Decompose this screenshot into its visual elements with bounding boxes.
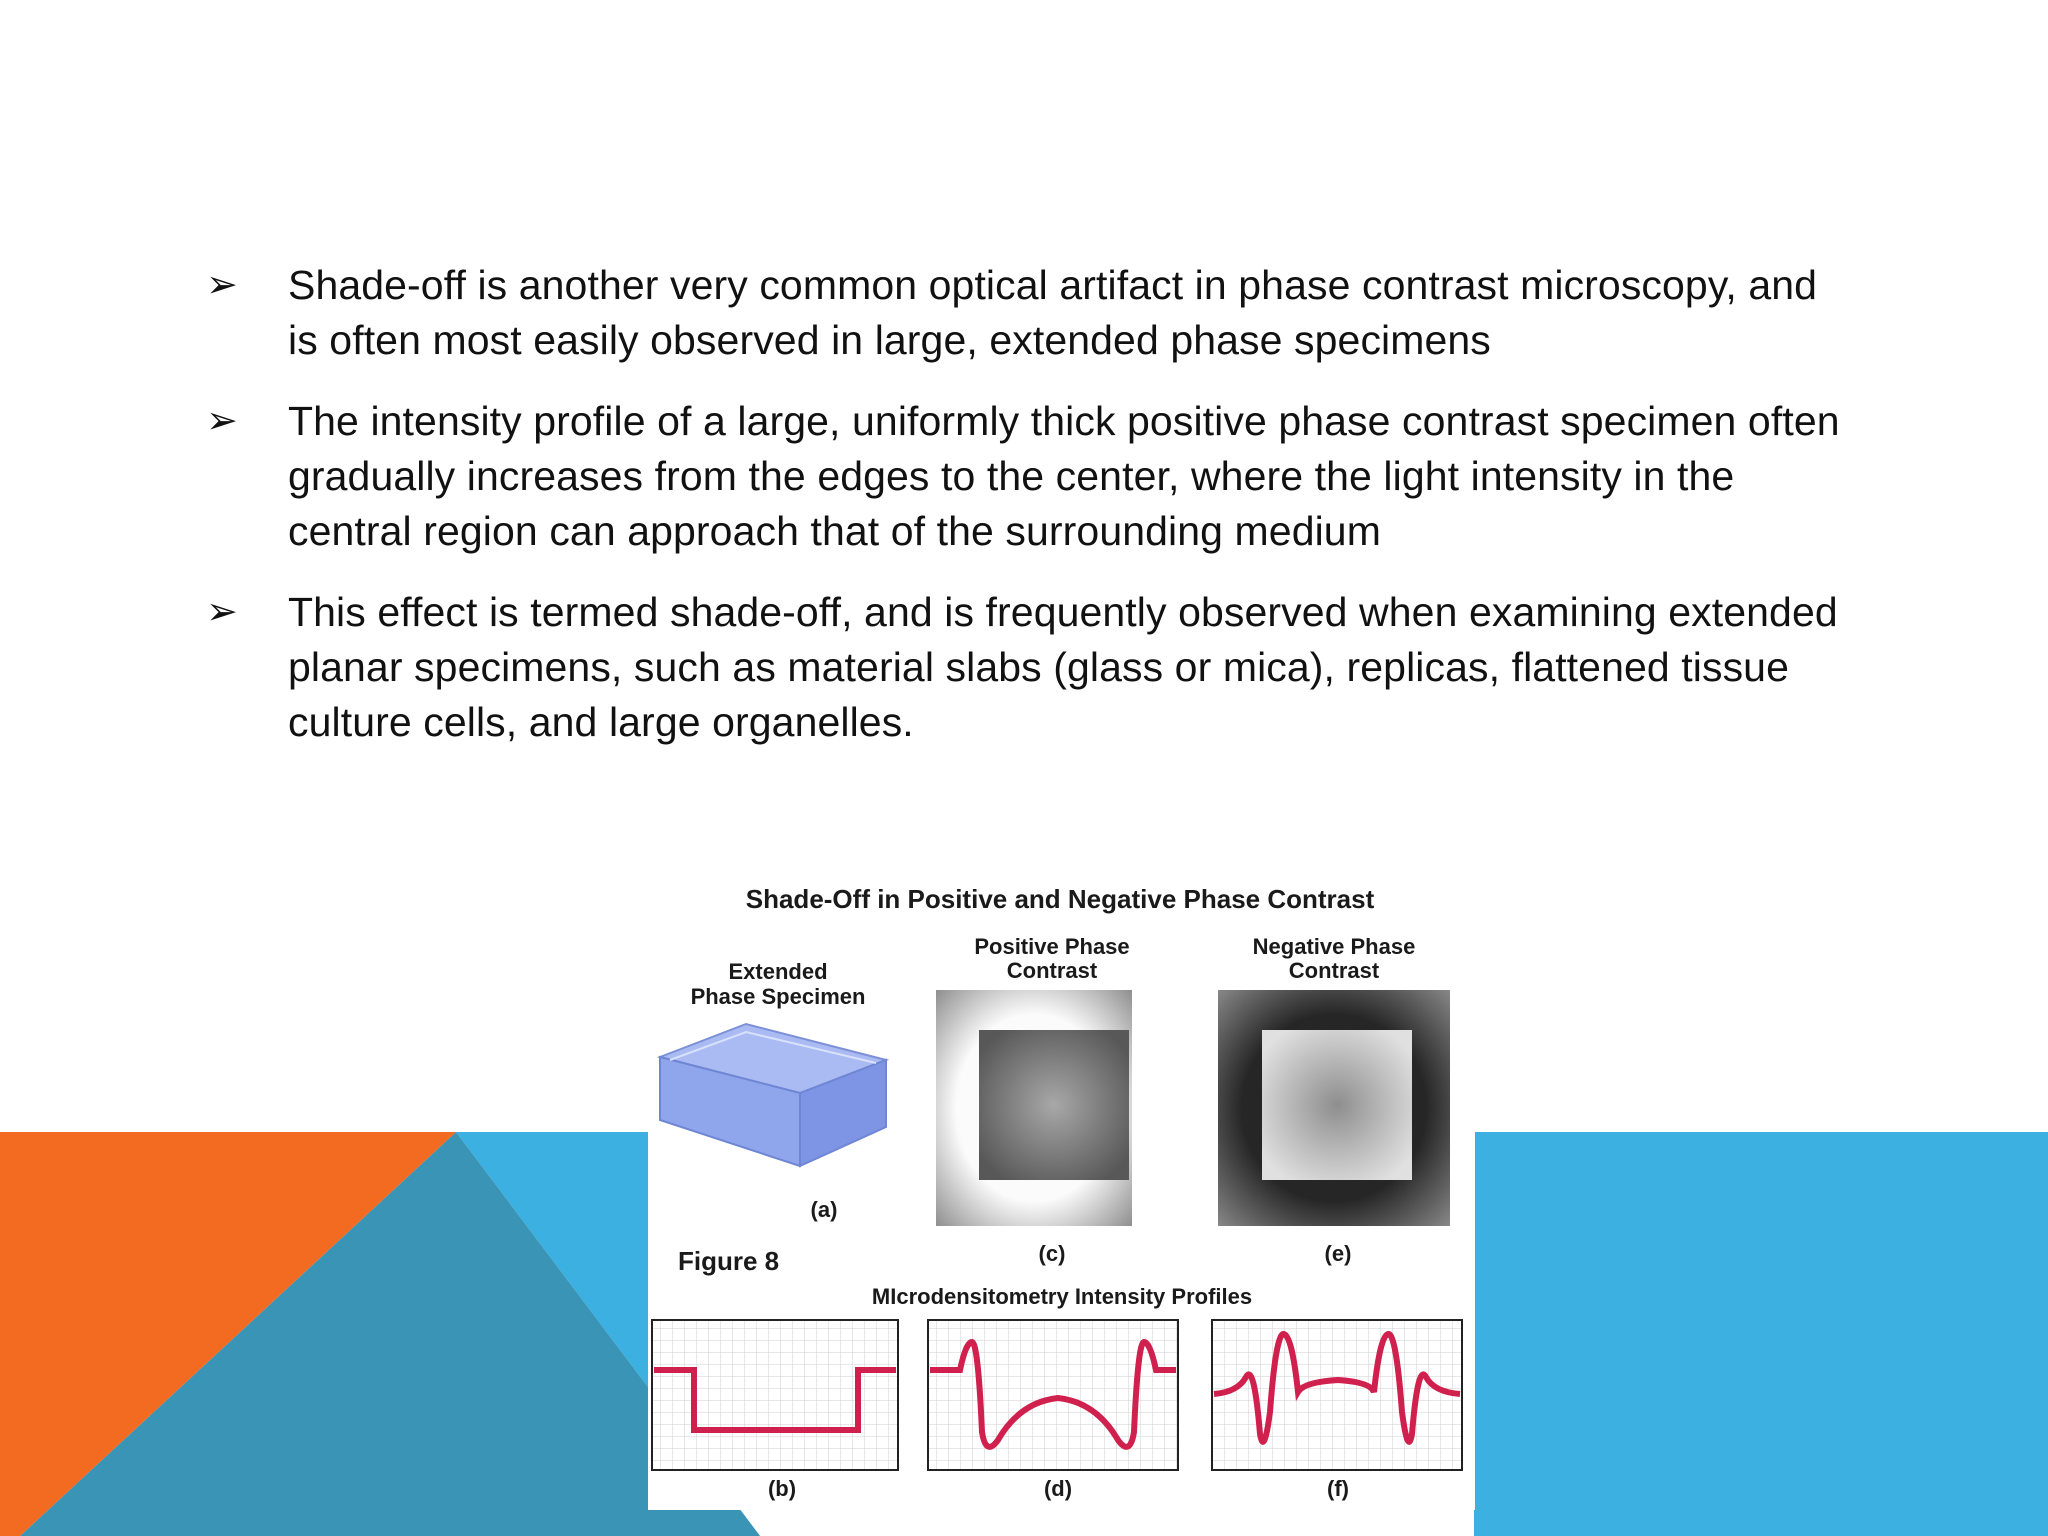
bullet-text: Shade-off is another very common optical artifact in phase contrast microscopy, and is often most easily observed in large, extended phase specimens xyxy=(288,262,1818,363)
positive-phase-image xyxy=(936,990,1132,1226)
panel-label-f: (f) xyxy=(1327,1476,1349,1501)
positive-contrast-label: Positive Phase xyxy=(974,934,1130,959)
bullet-item xyxy=(200,258,1840,368)
panel-label-e: (e) xyxy=(1324,1241,1352,1266)
bullet-text: This effect is termed shade-off, and is frequently observed when examining extended planar specimens, such as material slabs (glass or mica), replicas, flattened tissue culture cells, and large organelles. xyxy=(288,589,1838,745)
positive-contrast-label: Contrast xyxy=(1006,958,1098,983)
figure-title: Shade-Off in Positive and Negative Phase Contrast xyxy=(745,884,1375,914)
bullet-list xyxy=(200,258,1840,776)
bullet-item xyxy=(200,585,1840,750)
figure-number: Figure 8 xyxy=(678,1246,780,1276)
intensity-profile-b xyxy=(652,1320,898,1470)
bullet-text: The intensity profile of a large, uniformly thick positive phase contrast specimen often gradually increases from the edges to the center, where the light intensity in the central region can approach that of the surrounding medium xyxy=(288,398,1840,554)
panel-label-a: (a) xyxy=(810,1197,838,1222)
panel-label-b: (b) xyxy=(767,1476,797,1501)
specimen-label: Extended xyxy=(728,959,828,984)
extended-phase-specimen xyxy=(660,1024,886,1166)
profiles-title: MIcrodensitometry Intensity Profiles xyxy=(871,1284,1253,1309)
bullet-item xyxy=(200,394,1840,559)
negative-contrast-label: Contrast xyxy=(1288,958,1380,983)
negative-contrast-label: Negative Phase xyxy=(1252,934,1416,959)
specimen-label: Phase Specimen xyxy=(690,984,866,1009)
intensity-profile-f xyxy=(1212,1320,1462,1470)
arrow-bullet-icon: ➢ xyxy=(206,264,238,306)
panel-label-d: (d) xyxy=(1043,1476,1073,1501)
shade-off-figure xyxy=(648,872,1475,1510)
panel-label-c: (c) xyxy=(1038,1241,1066,1266)
intensity-profile-d xyxy=(928,1320,1178,1470)
sky-blue-band xyxy=(1474,1132,2048,1536)
arrow-bullet-icon: ➢ xyxy=(206,400,238,442)
arrow-bullet-icon: ➢ xyxy=(206,591,238,633)
figure-graphic xyxy=(648,872,1475,1510)
negative-phase-image xyxy=(1218,990,1450,1226)
